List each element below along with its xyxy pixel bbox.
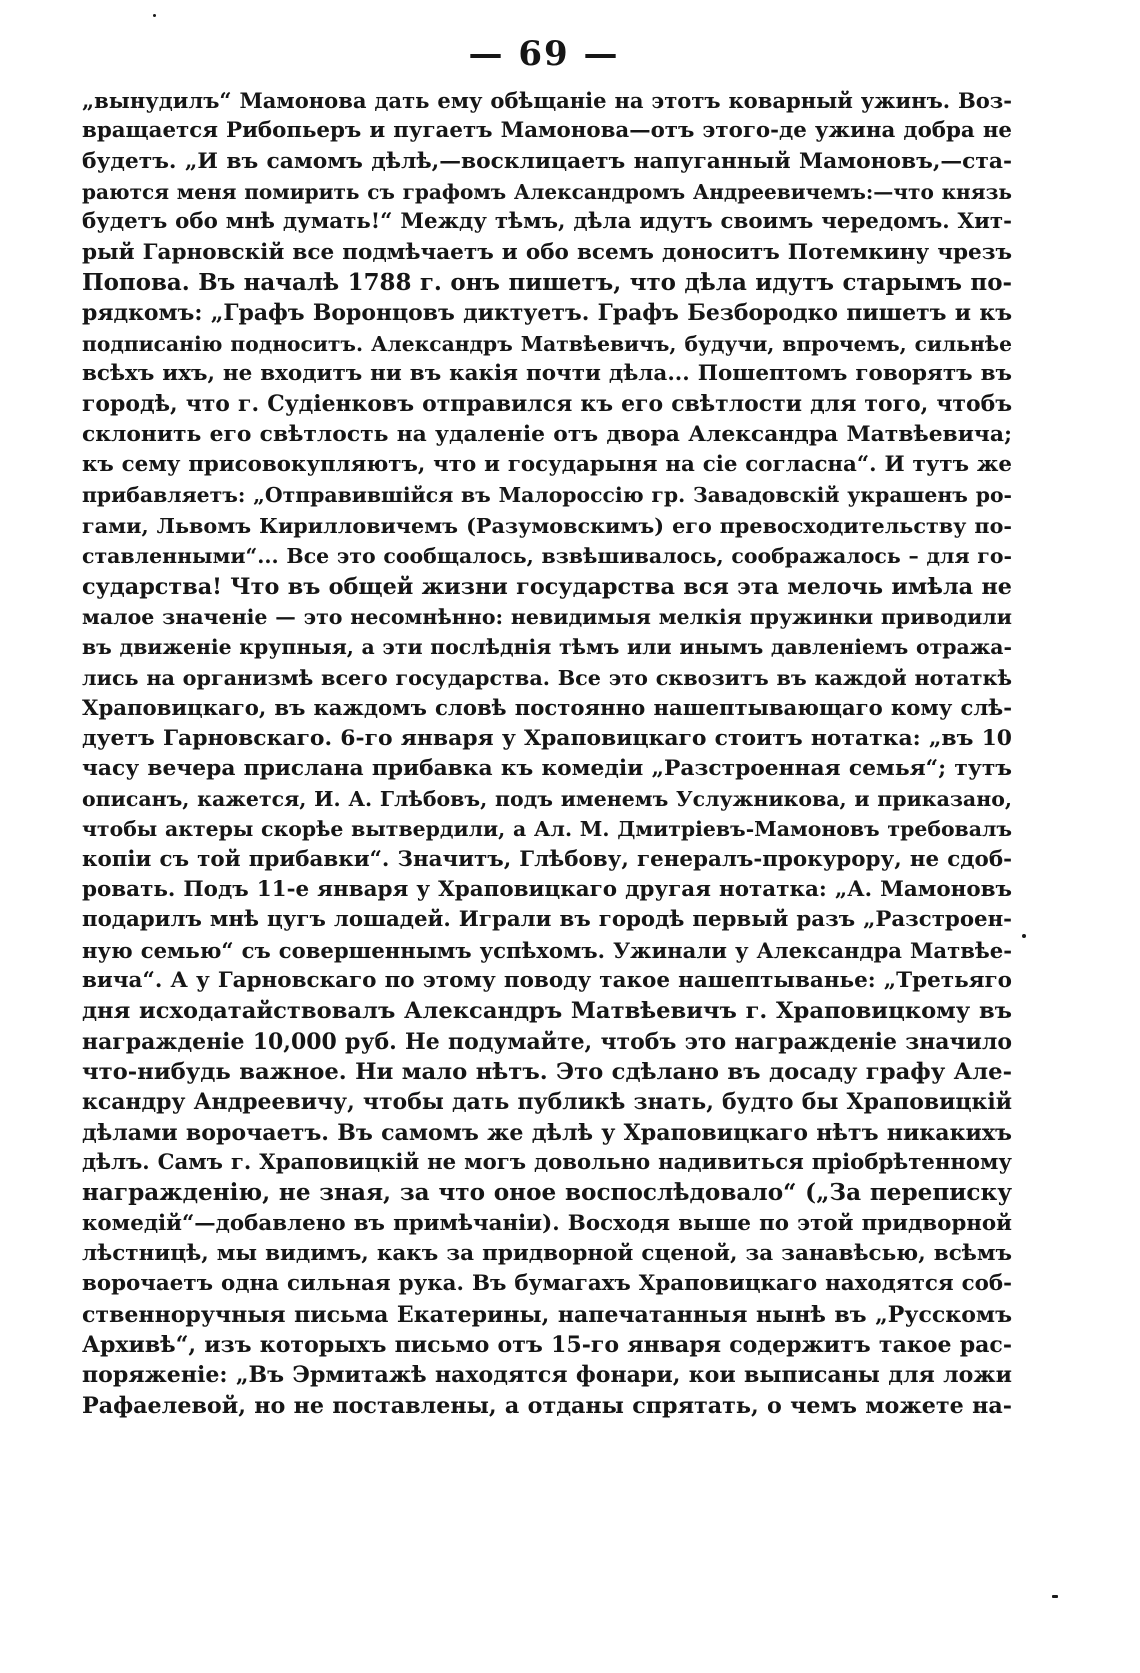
- text-line: лись на организмѣ всего государства. Все это сквозитъ въ каждой нотаткѣ: [82, 665, 1012, 690]
- text-line: ную семью“ съ совершеннымъ успѣхомъ. Ужинали у Александра Матвѣе-: [82, 937, 1012, 963]
- text-line: [82, 1421, 1012, 1451]
- text-line: описанъ, кажется, И. А. Глѣбовъ, подъ именемъ Услужникова, и приказано,: [82, 786, 1012, 811]
- text-line: награжденію, не зная, за что оное воспослѣдовало“ („За переписку: [82, 1179, 1012, 1207]
- text-line: вича“. А у Гарновскаго по этому поводу такое нашептыванье: „Третьяго: [82, 967, 1012, 993]
- text-line: комедій“—добавлено въ примѣчаніи). Восходя выше по этой придворной: [82, 1210, 1012, 1236]
- text-line: будетъ обо мнѣ думать!“ Между тѣмъ, дѣла идутъ своимъ чередомъ. Хит-: [82, 209, 1012, 235]
- text-line: Архивѣ“, изъ которыхъ письмо отъ 15-го января содержитъ такое рас-: [82, 1332, 1012, 1359]
- ink-speck: [153, 14, 156, 17]
- text-line: подписанію подноситъ. Александръ Матвѣевичъ, будучи, впрочемъ, сильнѣе: [82, 331, 1012, 356]
- text-line: часу вечера прислана прибавка къ комедіи „Разстроенная семья“; тутъ: [82, 755, 1012, 781]
- text-line: ксандру Андреевичу, чтобы дать публикѣ знать, будто бы Храповицкій: [82, 1089, 1012, 1116]
- text-line: что-нибудь важное. Ни мало нѣтъ. Это сдѣлано въ досаду графу Але-: [82, 1059, 1012, 1085]
- text-line: прибавляетъ: „Отправившійся въ Малороссію гр. Завадовскій украшенъ ро-: [82, 483, 1012, 508]
- text-line: рядкомъ: „Графъ Воронцовъ диктуетъ. Графъ Безбородко пишетъ и къ: [82, 300, 1012, 327]
- text-line: городѣ, что г. Судіенковъ отправился къ его свѣтлости для того, чтобъ: [82, 391, 1012, 418]
- text-line: рый Гарновскій все подмѣчаетъ и обо всемъ доноситъ Потемкину чрезъ: [82, 239, 1012, 265]
- text-line: къ сему присовокупляютъ, что и государыня на сіе согласна“. И тутъ же: [82, 452, 1012, 478]
- text-line: Попова. Въ началѣ 1788 г. онъ пишетъ, что дѣла идутъ старымъ по-: [82, 269, 1012, 297]
- page-body-text: [82, 86, 1012, 1451]
- text-line: копіи съ той прибавки“. Значитъ, Глѣбову, генералъ-прокурору, не сдоб-: [82, 846, 1012, 872]
- text-line: ственноручныя письма Екатерины, напечатанныя нынѣ въ „Русскомъ: [82, 1301, 1012, 1328]
- text-line: раются меня помирить съ графомъ Александромъ Андреевичемъ:—что князь: [82, 180, 1012, 205]
- text-line: Рафаелевой, но не поставлены, а отданы спрятать, о чемъ можете на-: [82, 1392, 1012, 1419]
- ink-speck: [1052, 1595, 1058, 1598]
- ink-speck: [1022, 934, 1026, 938]
- text-line: награжденіе 10,000 руб. Не подумайте, чтобъ это награжденіе значило: [82, 1028, 1012, 1055]
- text-line: Храповицкаго, въ каждомъ словѣ постоянно нашептывающаго кому слѣ-: [82, 694, 1012, 720]
- text-line: ровать. Подъ 11-е января у Храповицкаго другая нотатка: „А. Мамоновъ: [82, 876, 1012, 902]
- text-line: поряженіе: „Въ Эрмитажѣ находятся фонари, кои выписаны для ложи: [82, 1362, 1012, 1389]
- text-line: ставленными“... Все это сообщалось, взвѣшивалось, соображалось – для го-: [82, 544, 1012, 569]
- text-line: подарилъ мнѣ цугъ лошадей. Играли въ городѣ первый разъ „Разстроен-: [82, 907, 1012, 933]
- text-line: сударства! Что въ общей жизни государства вся эта мелочь имѣла не: [82, 573, 1012, 600]
- text-line: всѣхъ ихъ, не входитъ ни въ какія почти дѣла... Пошептомъ говорятъ въ: [82, 361, 1012, 387]
- text-line: вращается Рибопьеръ и пугаетъ Мамонова—отъ этого-де ужина добра не: [82, 118, 1012, 144]
- text-line: дуетъ Гарновскаго. 6-го января у Храповицкаго стоитъ нотатка: „въ 10: [82, 725, 1012, 752]
- text-line: дня исходатайствовалъ Александръ Матвѣевичъ г. Храповицкому въ: [82, 998, 1012, 1025]
- text-line: въ движеніе крупныя, а эти послѣднія тѣмъ или инымъ давленіемъ отража-: [82, 635, 1012, 660]
- text-line: лѣстницѣ, мы видимъ, какъ за придворной сценой, за занавѣсью, всѣмъ: [82, 1241, 1012, 1267]
- text-line: гами, Львомъ Кирилловичемъ (Разумовскимъ) его превосходительству по-: [82, 513, 1012, 538]
- text-line: будетъ. „И въ самомъ дѣлѣ,—восклицаетъ напуганный Мамоновъ,—ста-: [82, 148, 1012, 174]
- page-number: — 69 —: [468, 34, 620, 74]
- text-line: ворочаетъ одна сильная рука. Въ бумагахъ Храповицкаго находятся соб-: [82, 1271, 1012, 1297]
- text-line: чтобы актеры скорѣе вытвердили, а Ал. М. Дмитріевъ-Мамоновъ требовалъ: [82, 817, 1012, 842]
- text-line: дѣлъ. Самъ г. Храповицкій не могъ довольно надивиться пріобрѣтенному: [82, 1150, 1012, 1176]
- text-line: склонить его свѣтлость на удаленіе отъ двора Александра Матвѣевича;: [82, 421, 1012, 447]
- text-line: „вынудилъ“ Мамонова дать ему обѣщаніе на этотъ коварный ужинъ. Воз-: [82, 88, 1012, 113]
- text-line: малое значеніе — это несомнѣнно: невидимыя мелкія пружинки приводили: [82, 604, 1012, 629]
- text-line: дѣлами ворочаетъ. Въ самомъ же дѣлѣ у Храповицкаго нѣтъ никакихъ: [82, 1119, 1012, 1146]
